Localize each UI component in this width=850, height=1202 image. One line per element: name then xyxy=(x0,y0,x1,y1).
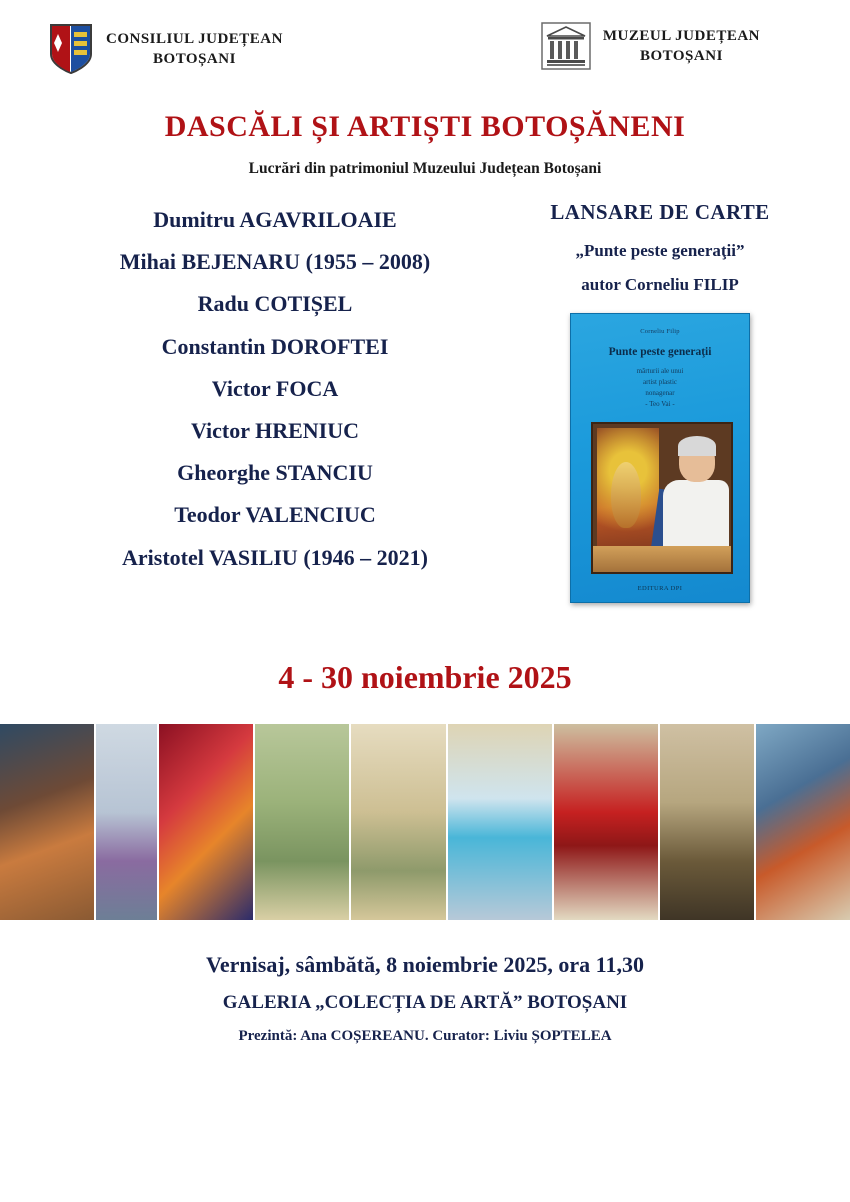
painting-5 xyxy=(351,724,445,920)
book-cover-image xyxy=(570,313,750,603)
gallery-strip xyxy=(0,724,850,920)
list-item: Victor HRENIUC xyxy=(190,417,360,443)
poster-footer xyxy=(0,952,850,1045)
page-subtitle: Lucrări din patrimoniul Muzeului Județean Botoșani xyxy=(248,160,602,177)
county-council-logo xyxy=(48,22,283,76)
museum-logo-line2: BOTOȘANI xyxy=(639,48,723,64)
coat-of-arms-shield-icon xyxy=(48,22,94,76)
book-cover-author: Corneliu Filip xyxy=(640,328,680,335)
book-title: „Punte peste generaţii” xyxy=(575,241,745,260)
painting-7 xyxy=(554,724,658,920)
book-cover-artwork xyxy=(591,422,733,574)
list-item: Gheorghe STANCIU xyxy=(177,460,373,486)
painting-3 xyxy=(159,724,253,920)
museum-logo-line1: MUZEUL JUDEȚEAN xyxy=(602,27,760,44)
list-item: Dumitru AGAVRILOAIE xyxy=(153,207,397,232)
museum-logo xyxy=(541,22,760,70)
vernissage-line: Vernisaj, sâmbătă, 8 noiembrie 2025, ora 11,30 xyxy=(206,952,644,977)
list-item: Mihai BEJENARU (1955 – 2008) xyxy=(119,249,431,275)
museum-logo-text xyxy=(603,26,760,67)
book-launch-section xyxy=(510,200,810,603)
poster-header xyxy=(0,0,850,76)
content-columns xyxy=(0,200,850,603)
presenter-curator-line: Prezintă: Ana COȘEREANU. Curator: Liviu ȘOPTELEA xyxy=(238,1028,612,1044)
painting-6 xyxy=(448,724,552,920)
museum-building-icon xyxy=(541,22,591,70)
county-council-logo-line2: BOTOȘANI xyxy=(153,51,236,67)
list-item: Teodor VALENCIUC xyxy=(174,502,376,528)
county-council-logo-line1: CONSILIUL JUDEȚEAN xyxy=(106,30,283,47)
gallery-line: GALERIA „COLECȚIA DE ARTĂ” BOTOȘANI xyxy=(222,992,628,1013)
artists-list xyxy=(40,200,510,603)
book-launch-heading: LANSARE DE CARTE xyxy=(550,200,770,224)
book-cover-title: Punte peste generaţii xyxy=(608,346,712,358)
painting-4 xyxy=(255,724,349,920)
book-cover-subtitle: mărturii ale unui artist plastic nonagenar - Teo Vai - xyxy=(636,367,684,408)
painting-2 xyxy=(96,724,157,920)
painting-8 xyxy=(660,724,754,920)
book-cover-publisher: EDITURA DPI xyxy=(637,585,683,592)
painting-1 xyxy=(0,724,94,920)
county-council-logo-text xyxy=(106,29,283,70)
page-title: DASCĂLI ȘI ARTIȘTI BOTOȘĂNENI xyxy=(164,110,686,143)
list-item: Aristotel VASILIU (1946 – 2021) xyxy=(122,544,428,570)
list-item: Constantin DOROFTEI xyxy=(161,333,389,359)
event-date: 4 - 30 noiembrie 2025 xyxy=(278,659,572,695)
book-author: autor Corneliu FILIP xyxy=(581,275,739,294)
list-item: Radu COTIȘEL xyxy=(197,291,353,317)
painting-9 xyxy=(756,724,850,920)
list-item: Victor FOCA xyxy=(211,375,339,401)
